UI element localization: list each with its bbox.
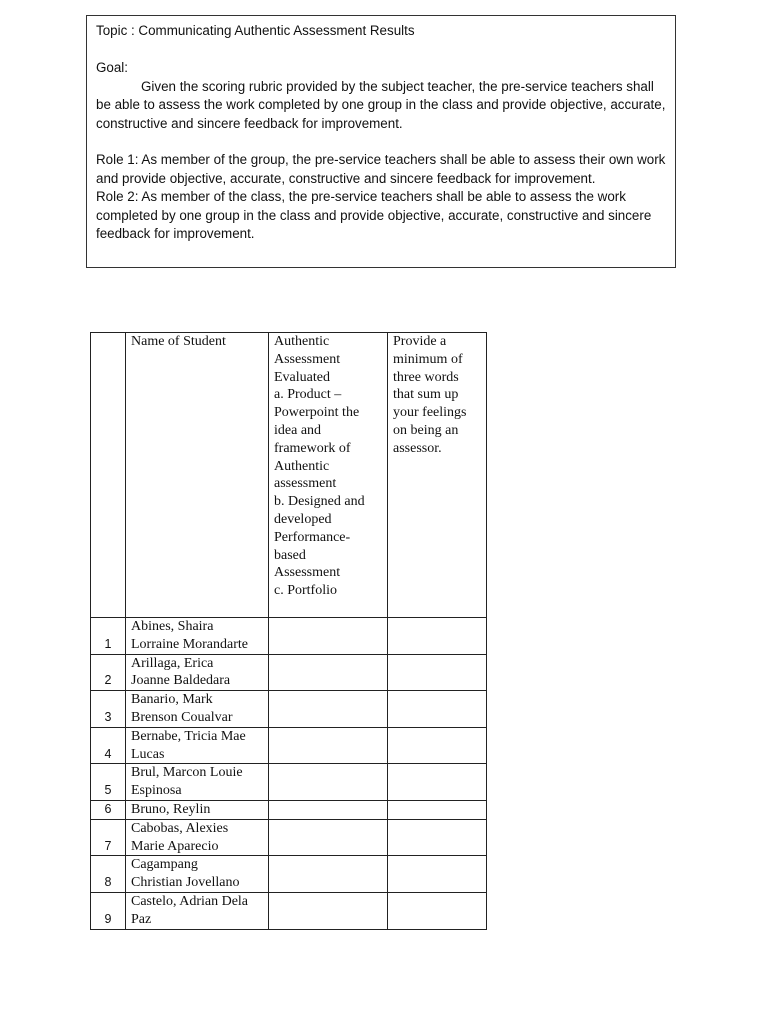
header-line: on being an — [393, 422, 459, 438]
student-assessment-table — [90, 332, 487, 930]
header-feelings — [388, 333, 487, 618]
assessment-cell — [269, 800, 388, 819]
topic-box — [86, 15, 676, 268]
student-name-line: Brenson Coualvar — [131, 709, 233, 725]
table-row — [91, 856, 487, 893]
table-row — [91, 727, 487, 764]
student-name — [126, 800, 269, 819]
header-line: based — [274, 547, 306, 563]
student-name-line: Cagampang — [131, 857, 198, 873]
header-line: framework of — [274, 440, 351, 456]
feelings-cell — [388, 800, 487, 819]
header-line: Powerpoint the — [274, 405, 360, 421]
student-name-line: Castelo, Adrian Dela — [131, 893, 249, 909]
header-line: your feelings — [393, 405, 467, 421]
student-name-line: Espinosa — [131, 783, 182, 799]
header-line: assessment — [274, 476, 337, 492]
assessment-cell — [269, 892, 388, 929]
feelings-cell — [388, 856, 487, 893]
assessment-cell — [269, 764, 388, 801]
student-name-line: Christian Jovellano — [131, 875, 240, 891]
row-number: 2 — [91, 654, 126, 691]
header-line: developed — [274, 511, 332, 527]
goal-text: Given the scoring rubric provided by the subject teacher, the pre-service teachers shall be able to assess the work completed by one group in the class and provide objective, accurate, constructive and sincere feedback for improvement. — [96, 78, 666, 131]
row-number: 9 — [91, 892, 126, 929]
table-row — [91, 892, 487, 929]
student-name-line: Joanne Baldedara — [131, 673, 231, 689]
role-1-text: Role 1: As member of the group, the pre-service teachers shall be able to assess their own work and provide objective, accurate, constructive and sincere feedback for improvement. — [96, 152, 666, 186]
student-name-line: Banario, Mark — [131, 692, 213, 708]
student-name-line: Brul, Marcon Louie — [131, 765, 243, 781]
student-name — [126, 819, 269, 856]
student-name-line: Paz — [131, 911, 152, 927]
table-row — [91, 764, 487, 801]
student-name-line: Cabobas, Alexies — [131, 820, 229, 836]
feelings-cell — [388, 654, 487, 691]
header-line: three words — [393, 369, 459, 385]
student-name — [126, 654, 269, 691]
header-authentic-assessment — [269, 333, 388, 618]
header-line: Performance- — [274, 529, 351, 545]
row-number: 1 — [91, 618, 126, 655]
feelings-cell — [388, 892, 487, 929]
table-row — [91, 819, 487, 856]
header-line: Assessment — [274, 351, 341, 367]
table-row — [91, 691, 487, 728]
assessment-cell — [269, 819, 388, 856]
student-name — [126, 764, 269, 801]
role-2-text: Role 2: As member of the class, the pre-service teachers shall be able to assess the work completed by one group in the class and provide objective, accurate, constructive and sincere feedback for improvement. — [96, 189, 652, 241]
assessment-cell — [269, 654, 388, 691]
student-name-line: Marie Aparecio — [131, 838, 219, 854]
student-name — [126, 727, 269, 764]
student-name-line: Abines, Shaira — [131, 619, 214, 634]
table-header-row — [91, 333, 487, 618]
table-row — [91, 800, 487, 819]
student-name — [126, 691, 269, 728]
row-number: 5 — [91, 764, 126, 801]
assessment-cell — [269, 727, 388, 764]
header-line: Authentic — [274, 334, 330, 349]
assessment-cell — [269, 691, 388, 728]
header-line: b. Designed and — [274, 494, 365, 510]
header-line: Evaluated — [274, 369, 330, 385]
header-line: Provide a — [393, 334, 447, 349]
student-name-line: Lucas — [131, 746, 165, 762]
feelings-cell — [388, 819, 487, 856]
feelings-cell — [388, 764, 487, 801]
feelings-cell — [388, 727, 487, 764]
student-name — [126, 892, 269, 929]
student-name — [126, 618, 269, 655]
header-line: assessor. — [393, 440, 442, 456]
header-name-of-student: Name of Student — [126, 333, 269, 618]
row-number: 6 — [91, 800, 126, 819]
row-number: 7 — [91, 819, 126, 856]
student-name-line: Arillaga, Erica — [131, 655, 214, 671]
feelings-cell — [388, 691, 487, 728]
student-name-line: Lorraine Morandarte — [131, 636, 248, 652]
row-number: 3 — [91, 691, 126, 728]
table-row — [91, 654, 487, 691]
row-number: 8 — [91, 856, 126, 893]
student-name-line: Bruno, Reylin — [131, 801, 211, 817]
topic-title: Topic : Communicating Authentic Assessment Results — [96, 23, 415, 38]
feelings-cell — [388, 618, 487, 655]
header-line: Authentic — [274, 458, 330, 474]
header-line: idea and — [274, 422, 322, 438]
header-line: that sum up — [393, 387, 459, 403]
student-name — [126, 856, 269, 893]
row-number: 4 — [91, 727, 126, 764]
assessment-cell — [269, 618, 388, 655]
header-line: c. Portfolio — [274, 583, 337, 599]
assessment-cell — [269, 856, 388, 893]
header-line: Assessment — [274, 565, 341, 581]
student-name-line: Bernabe, Tricia Mae — [131, 728, 246, 744]
goal-label: Goal: — [96, 60, 129, 75]
header-number — [91, 333, 126, 618]
header-line: minimum of — [393, 351, 463, 367]
header-line: a. Product – — [274, 387, 342, 403]
table-row — [91, 618, 487, 655]
